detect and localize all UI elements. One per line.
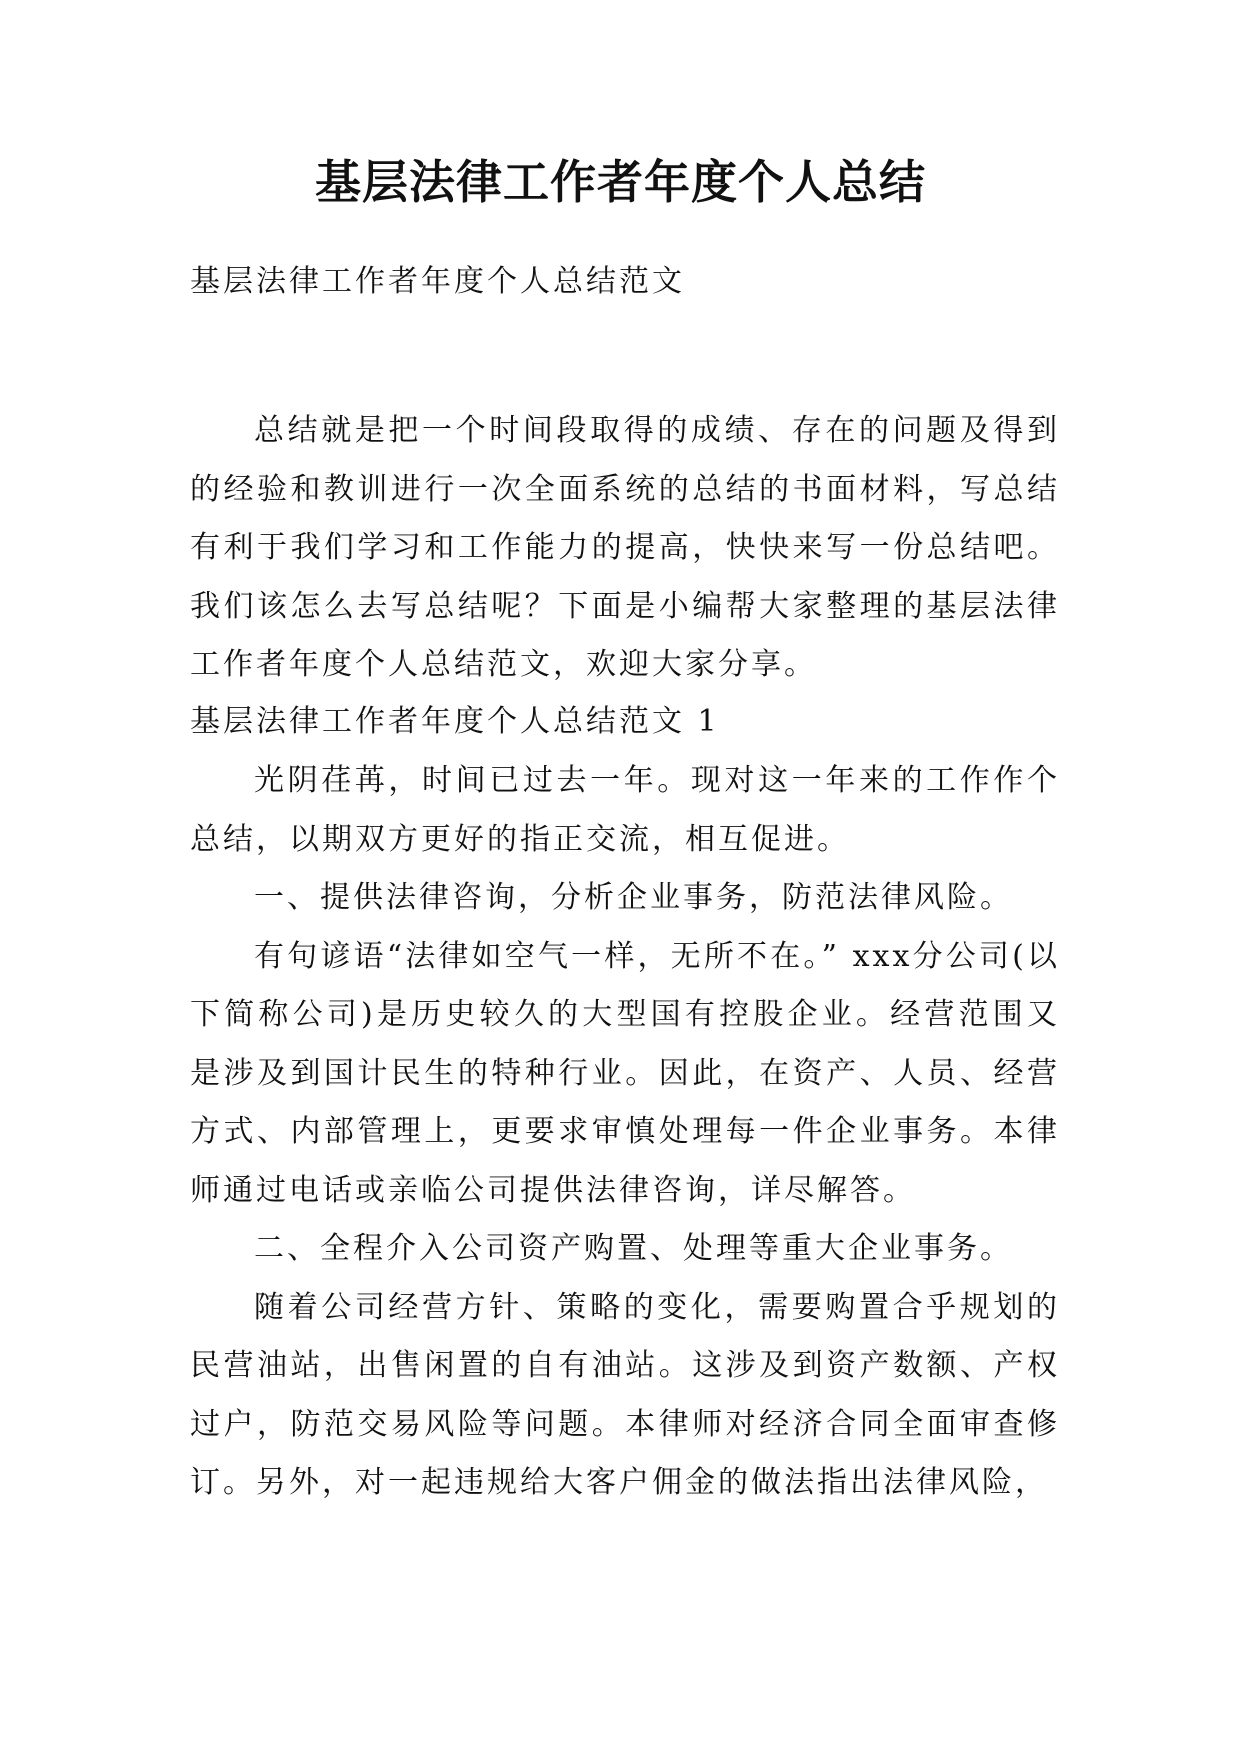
body-paragraph: 二、全程介入公司资产购置、处理等重大企业事务。 [254, 1231, 1013, 1266]
body-paragraph: 随着公司经营方针、策略的变化，需要购置合乎规划的民营油站，出售闲置的自有油站。这涉及到资产数额、产权过户，防范交易风险等问题。本律师对经济合同全面审查修订。另外，对一起违规给大客户佣金的做法指出法律风险， [190, 1289, 1060, 1500]
section-heading: 基层法律工作者年度个人总结范文 1 [190, 704, 720, 739]
intro-block [190, 402, 1060, 695]
section-body [190, 752, 1060, 1513]
body-paragraph: 有句谚语“法律如空气一样，无所不在。” xxx分公司(以下简称公司)是历史较久的大型国有控股企业。经营范围又是涉及到国计民生的特种行业。因此，在资产、人员、经营方式、内部管理上，更要求审慎处理每一件企业事务。本律师通过电话或亲临公司提供法律咨询，详尽解答。 [190, 938, 1060, 1208]
body-paragraph: 光阴荏苒，时间已过去一年。现对这一年来的工作作个总结，以期双方更好的指正交流，相互促进。 [190, 763, 1060, 857]
document-title: 基层法律工作者年度个人总结 [315, 155, 926, 209]
intro-paragraph: 总结就是把一个时间段取得的成绩、存在的问题及得到的经验和教训进行一次全面系统的总结的书面材料，写总结有利于我们学习和工作能力的提高，快快来写一份总结吧。我们该怎么去写总结呢？下面是小编帮大家整理的基层法律工作者年度个人总结范文，欢迎大家分享。 [190, 413, 1060, 682]
document-subtitle: 基层法律工作者年度个人总结范文 [190, 264, 685, 299]
body-paragraph: 一、提供法律咨询，分析企业事务，防范法律风险。 [254, 880, 1013, 915]
